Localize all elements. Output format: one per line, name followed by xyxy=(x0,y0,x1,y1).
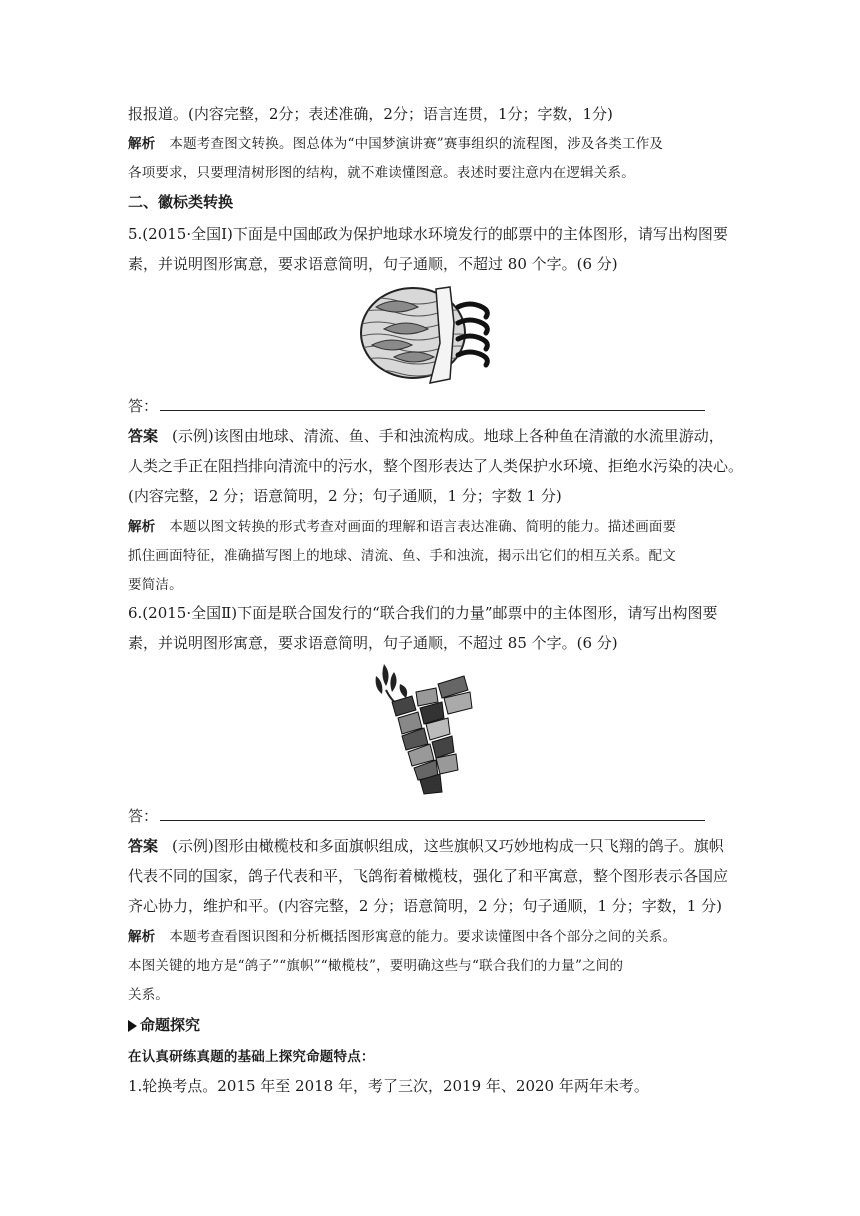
text-line: (内容完整，2 分；语意简明，2 分；句子通顺，1 分；字数 1 分) xyxy=(128,487,562,505)
text-line: 本图关键的地方是“鸽子”“旗帜”“橄榄枝”，要明确这些与“联合我们的力量”之间的 xyxy=(128,958,624,974)
text-line: (示例)图形由橄榄枝和多面旗帜组成，这些旗帜又巧妙地构成一只飞翔的鸽子。旗帜 xyxy=(172,837,724,855)
explore-point: 1.轮换考点。2015 年至 2018 年，考了三次，2019 年、2020 年两年未考。 xyxy=(128,1077,649,1095)
text-line: 本题考查图文转换。图总体为“中国梦演讲赛”赛事组织的流程图，涉及各类工作及 xyxy=(169,136,664,152)
answer-underline[interactable] xyxy=(160,396,705,411)
answer-prompt: 答： xyxy=(128,807,159,825)
question-text: 素，并说明图形寓意，要求语意简明，句子通顺，不超过 85 个字。(6 分) xyxy=(128,634,618,652)
analysis-label: 解析 xyxy=(128,929,156,945)
text-line: 本题考查看图识图和分析概括图形寓意的能力。要求读懂图中各个部分之间的关系。 xyxy=(169,929,677,945)
answer-paragraph xyxy=(128,836,738,856)
text-line: 关系。 xyxy=(128,987,170,1003)
analysis-label: 解析 xyxy=(128,519,156,535)
answer-paragraph xyxy=(128,426,738,446)
dove-flags-stamp-figure xyxy=(372,662,480,796)
analysis-paragraph xyxy=(128,517,738,537)
play-triangle-icon xyxy=(128,1020,137,1032)
text-line: 代表不同的国家，鸽子代表和平，飞鸽衔着橄榄枝，强化了和平寓意，整个图形表示各国应 xyxy=(128,867,729,885)
text-line: 本题以图文转换的形式考查对画面的理解和语言表达准确、简明的能力。描述画面要 xyxy=(169,519,677,535)
text-line: 人类之手正在阻挡排向清流中的污水，整个图形表达了人类保护水环境、拒绝水污染的决心。 xyxy=(128,457,744,475)
answer-prompt: 答： xyxy=(128,397,159,415)
analysis-label: 解析 xyxy=(128,136,156,152)
question-text: 素，并说明图形寓意，要求语意简明，句子通顺，不超过 80 个字。(6 分) xyxy=(128,255,618,273)
explore-heading xyxy=(128,1015,738,1035)
question-text: 6.(2015·全国Ⅱ)下面是联合国发行的“联合我们的力量”邮票中的主体图形，请写出构图要 xyxy=(128,604,718,622)
water-protection-stamp-figure xyxy=(358,283,506,387)
explore-intro: 在认真研练真题的基础上探究命题特点： xyxy=(128,1049,375,1065)
text-line: 抓住画面特征，准确描写图上的地球、清流、鱼、手和浊流，揭示出它们的相互关系。配文 xyxy=(128,548,676,564)
analysis-paragraph xyxy=(128,134,738,154)
analysis-paragraph xyxy=(128,927,738,947)
text-line: 要简洁。 xyxy=(128,577,183,593)
section-heading: 二、徽标类转换 xyxy=(128,193,234,211)
answer-blank-line[interactable] xyxy=(128,806,705,826)
answer-label: 答案 xyxy=(128,837,159,855)
answer-blank-line[interactable] xyxy=(128,396,705,416)
question-text: 5.(2015·全国Ⅰ)下面是中国邮政为保护地球水环境发行的邮票中的主体图形，请写出构图要 xyxy=(128,225,728,243)
text-line: 各项要求，只要理清树形图的结构，就不难读懂图意。表述时要注意内在逻辑关系。 xyxy=(128,165,635,181)
text-line: 齐心协力，维护和平。(内容完整，2 分；语意简明，2 分；句子通顺，1 分；字数，1 分) xyxy=(128,897,722,915)
explore-heading-text: 命题探究 xyxy=(140,1016,201,1034)
answer-label: 答案 xyxy=(128,427,159,445)
text-line: 报报道。(内容完整，2分；表述准确，2分；语言连贯，1分；字数，1分) xyxy=(128,105,613,123)
answer-underline[interactable] xyxy=(160,806,705,821)
text-line: (示例)该图由地球、清流、鱼、手和浊流构成。地球上各种鱼在清澈的水流里游动， xyxy=(172,427,724,445)
